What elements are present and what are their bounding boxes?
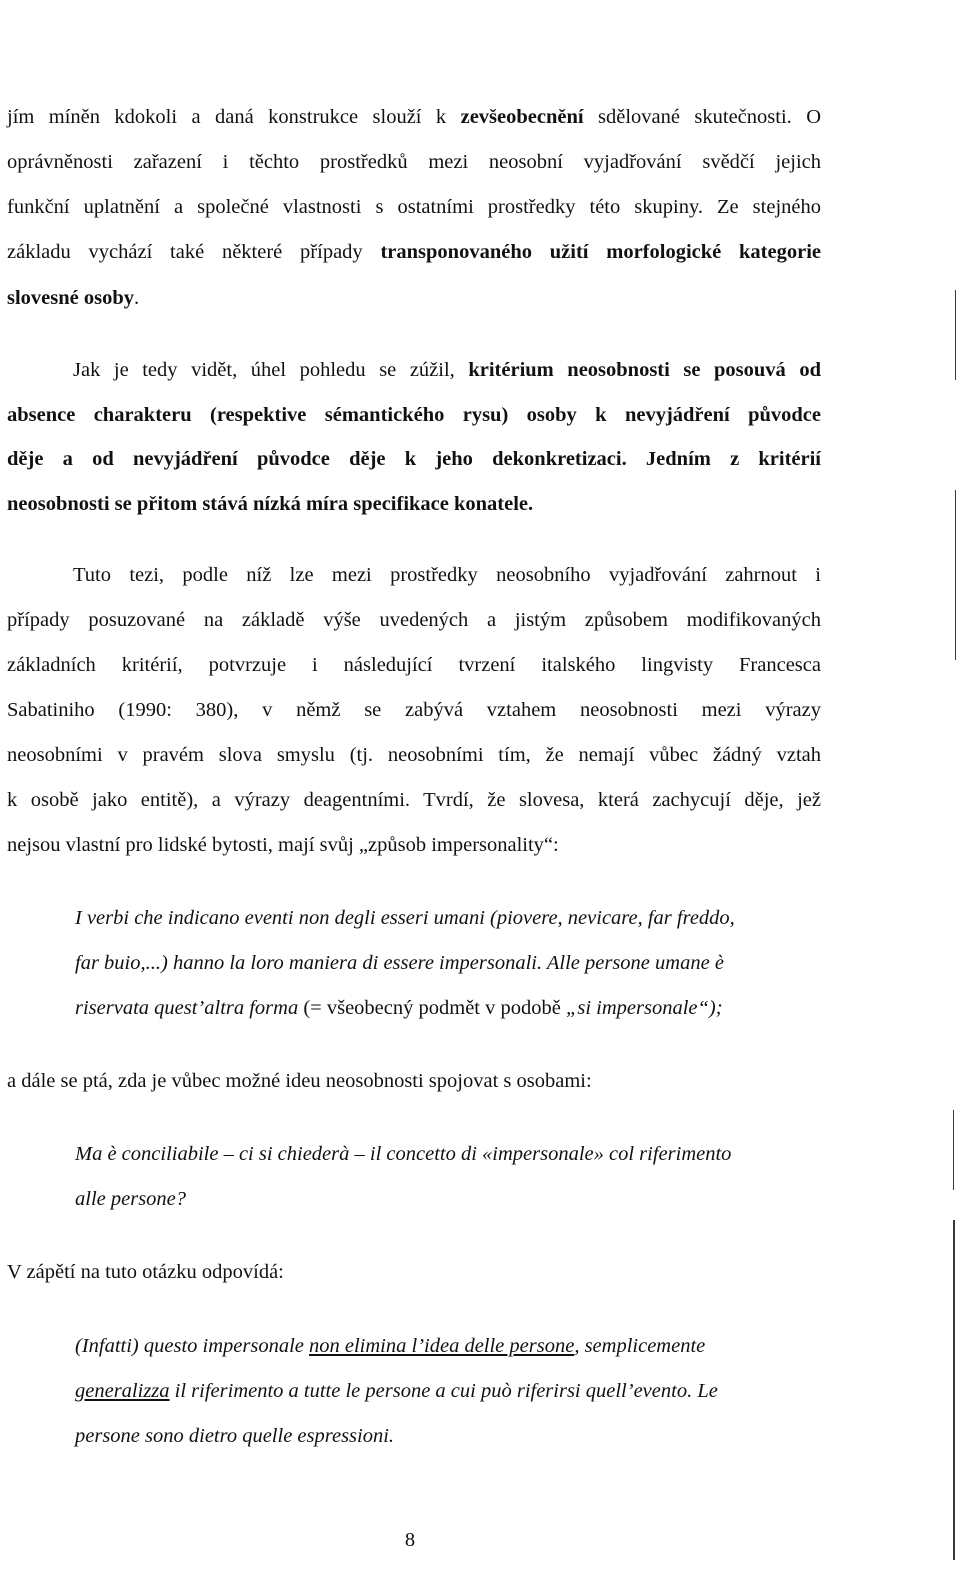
text-run: Tuto tezi, podle níž lze mezi prostředky neosobního vyjadřování zahrnout i bbox=[73, 564, 821, 586]
text-line bbox=[7, 149, 821, 175]
quote-line bbox=[75, 1333, 821, 1359]
text-run: , semplicemente bbox=[574, 1335, 706, 1357]
text-line bbox=[7, 446, 821, 472]
text-run: Ma è conciliabile – ci si chiederà – il concetto di «impersonale» col riferimento bbox=[75, 1143, 732, 1165]
text-run: Jak je tedy vidět, úhel pohledu se zúžil, bbox=[73, 359, 469, 381]
text-run: a dále se ptá, zda je vůbec možné ideu neosobnosti spojovat s osobami: bbox=[7, 1070, 592, 1092]
text-line bbox=[7, 787, 821, 813]
bold-run: slovesné osoby bbox=[7, 287, 135, 309]
bold-run: zevšeobecnění bbox=[460, 106, 584, 128]
text-run: „si impersonale“); bbox=[565, 997, 723, 1019]
text-run: riservata quest’altra forma bbox=[75, 997, 304, 1019]
text-line bbox=[7, 742, 821, 768]
bold-run: děje a od nevyjádření původce děje k jeho dekonkretizaci. Jedním z kritérií bbox=[7, 448, 821, 470]
text-run: nejsou vlastní pro lidské bytosti, mají svůj „způsob impersonality“: bbox=[7, 834, 559, 856]
text-line bbox=[73, 357, 821, 383]
text-run: funkční uplatnění a společné vlastnosti s ostatními prostředky této skupiny. Ze stejného bbox=[7, 196, 821, 218]
text-line bbox=[7, 697, 821, 723]
text-run: případy posuzované na základě výše uvedených a jistým způsobem modifikovaných bbox=[7, 609, 821, 631]
page-number: 8 bbox=[404, 1529, 416, 1551]
quote-line bbox=[75, 905, 821, 931]
underlined-run: non elimina l’idea delle persone bbox=[309, 1335, 575, 1357]
text-line bbox=[7, 652, 821, 678]
bold-run: absence charakteru (respektive sémantického rysu) osoby k nevyjádření původce bbox=[7, 404, 821, 426]
text-run: I verbi che indicano eventi non degli esseri umani (piovere, nevicare, far freddo, bbox=[75, 907, 735, 929]
quote-line bbox=[75, 1141, 821, 1167]
text-line bbox=[7, 239, 821, 265]
scan-edge-mark bbox=[955, 290, 956, 380]
text-line bbox=[7, 1259, 821, 1285]
bold-run: kritérium neosobnosti se posouvá od bbox=[468, 359, 821, 381]
text-run: il riferimento a tutte le persone a cui può riferirsi quell’evento. Le bbox=[169, 1380, 718, 1402]
text-line bbox=[7, 194, 821, 220]
scan-edge-mark bbox=[955, 490, 956, 660]
text-run: alle persone? bbox=[75, 1188, 187, 1210]
text-line bbox=[7, 491, 821, 517]
text-run: sdělované skutečnosti. O bbox=[583, 106, 821, 128]
text-line bbox=[7, 402, 821, 428]
text-run: V zápětí na tuto otázku odpovídá: bbox=[7, 1261, 284, 1283]
quote-line bbox=[75, 950, 821, 976]
text-run: (Infatti) questo impersonale bbox=[75, 1335, 310, 1357]
quote-line bbox=[75, 1186, 821, 1212]
text-run: Sabatiniho (1990: 380), v němž se zabývá vztahem neosobnosti mezi výrazy bbox=[7, 699, 821, 721]
text-run: persone sono dietro quelle espressioni. bbox=[75, 1425, 395, 1447]
text-run: základu vychází také některé případy bbox=[7, 241, 381, 263]
underlined-run: generalizza bbox=[75, 1380, 170, 1402]
text-run: . bbox=[134, 287, 140, 309]
text-line bbox=[7, 285, 821, 311]
text-line bbox=[7, 1068, 821, 1094]
upright-run: (= všeobecný podmět v podobě bbox=[303, 997, 566, 1019]
scan-edge-mark bbox=[953, 1110, 954, 1190]
text-run: far buio,...) hanno la loro maniera di essere impersonali. Alle persone umane è bbox=[75, 952, 724, 974]
text-line bbox=[7, 104, 821, 130]
text-run: oprávněnosti zařazení i těchto prostředků mezi neosobní vyjadřování svědčí jejich bbox=[7, 151, 821, 173]
text-line bbox=[7, 832, 821, 858]
bold-run: neosobnosti se přitom stává nízká míra specifikace konatele. bbox=[7, 493, 534, 515]
text-run: neosobními v pravém slova smyslu (tj. neosobními tím, že nemají vůbec žádný vztah bbox=[7, 744, 821, 766]
scan-edge-mark bbox=[953, 1220, 955, 1560]
quote-line bbox=[75, 1423, 821, 1449]
text-line bbox=[73, 562, 821, 588]
quote-line bbox=[75, 1378, 821, 1404]
quote-line bbox=[75, 995, 821, 1021]
text-line bbox=[7, 607, 821, 633]
bold-run: transponovaného užití morfologické kategorie bbox=[380, 241, 821, 263]
text-run: k osobě jako entitě), a výrazy deagentními. Tvrdí, že slovesa, která zachycují děje, jež bbox=[7, 789, 821, 811]
text-run: jím míněn kdokoli a daná konstrukce slouží k bbox=[7, 106, 461, 128]
text-run: základních kritérií, potvrzuje i následující tvrzení italského lingvisty Francesca bbox=[7, 654, 821, 676]
